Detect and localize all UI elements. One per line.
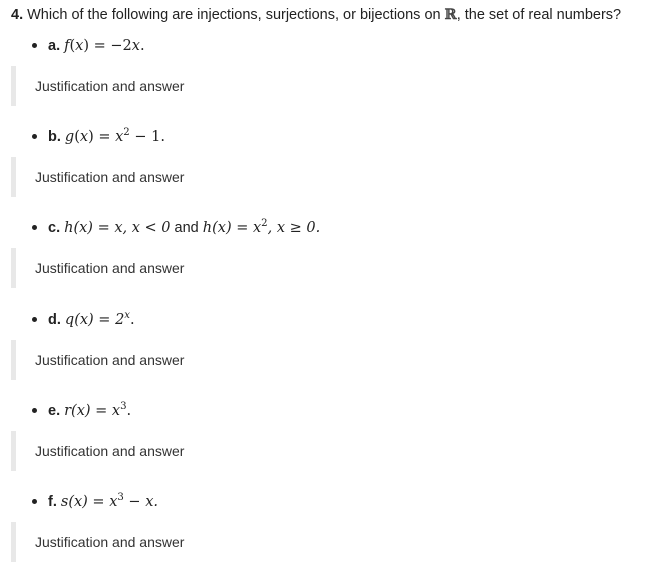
math-expression: $q(x) = 2^x$. xyxy=(64,310,135,328)
question-text-before: Which of the following are injections, surjections, or bijections on xyxy=(27,7,441,23)
part-letter: d. xyxy=(48,312,61,328)
answer-bar xyxy=(11,248,16,288)
question-heading xyxy=(11,6,621,23)
part-e-statement xyxy=(32,401,131,421)
answer-bar xyxy=(11,522,16,562)
part-b-statement xyxy=(32,127,165,147)
math-expression: f(x) = −2x. xyxy=(64,38,145,54)
bullet-icon xyxy=(32,43,37,48)
part-e xyxy=(0,401,668,492)
part-letter: a. xyxy=(48,38,61,54)
bullet-icon xyxy=(32,499,37,504)
math-expression: $s(x) = x^3 - x$. xyxy=(60,492,158,510)
answer-placeholder[interactable]: Justification and answer xyxy=(35,443,185,459)
answer-bar xyxy=(11,431,16,471)
part-c-statement xyxy=(32,218,320,238)
part-letter: e. xyxy=(48,403,61,419)
answer-placeholder[interactable]: Justification and answer xyxy=(35,352,185,368)
part-c xyxy=(0,218,668,309)
answer-placeholder[interactable]: Justification and answer xyxy=(35,78,185,94)
part-b xyxy=(0,127,668,218)
answer-placeholder[interactable]: Justification and answer xyxy=(35,260,185,276)
answer-bar xyxy=(11,340,16,380)
math-expression-right: $h(x) = x^2$, x ≥ 0. xyxy=(202,218,321,236)
part-a xyxy=(0,36,668,127)
part-f xyxy=(0,492,668,583)
bullet-icon xyxy=(32,408,37,413)
answer-bar xyxy=(11,66,16,106)
conjunction-text: and xyxy=(174,220,199,236)
math-expression: $g(x) = x^2 - 1$. xyxy=(64,127,165,145)
part-letter: b. xyxy=(48,129,61,145)
math-expression-left: h(x) = x, x < 0 xyxy=(64,220,171,236)
bullet-icon xyxy=(32,225,37,230)
math-expression: $r(x) = x^3$. xyxy=(64,401,132,419)
bullet-icon xyxy=(32,317,37,322)
part-letter: f. xyxy=(48,494,57,510)
part-d xyxy=(0,310,668,401)
bullet-icon xyxy=(32,134,37,139)
part-f-statement xyxy=(32,492,158,512)
reals-symbol: ℝ xyxy=(444,6,457,23)
part-a-statement xyxy=(32,36,145,56)
answer-placeholder[interactable]: Justification and answer xyxy=(35,534,185,550)
question-number: 4. xyxy=(11,7,24,23)
part-letter: c. xyxy=(48,220,61,236)
question-text-after: , the set of real numbers? xyxy=(456,7,622,23)
answer-placeholder[interactable]: Justification and answer xyxy=(35,169,185,185)
answer-bar xyxy=(11,157,16,197)
part-d-statement xyxy=(32,310,135,330)
